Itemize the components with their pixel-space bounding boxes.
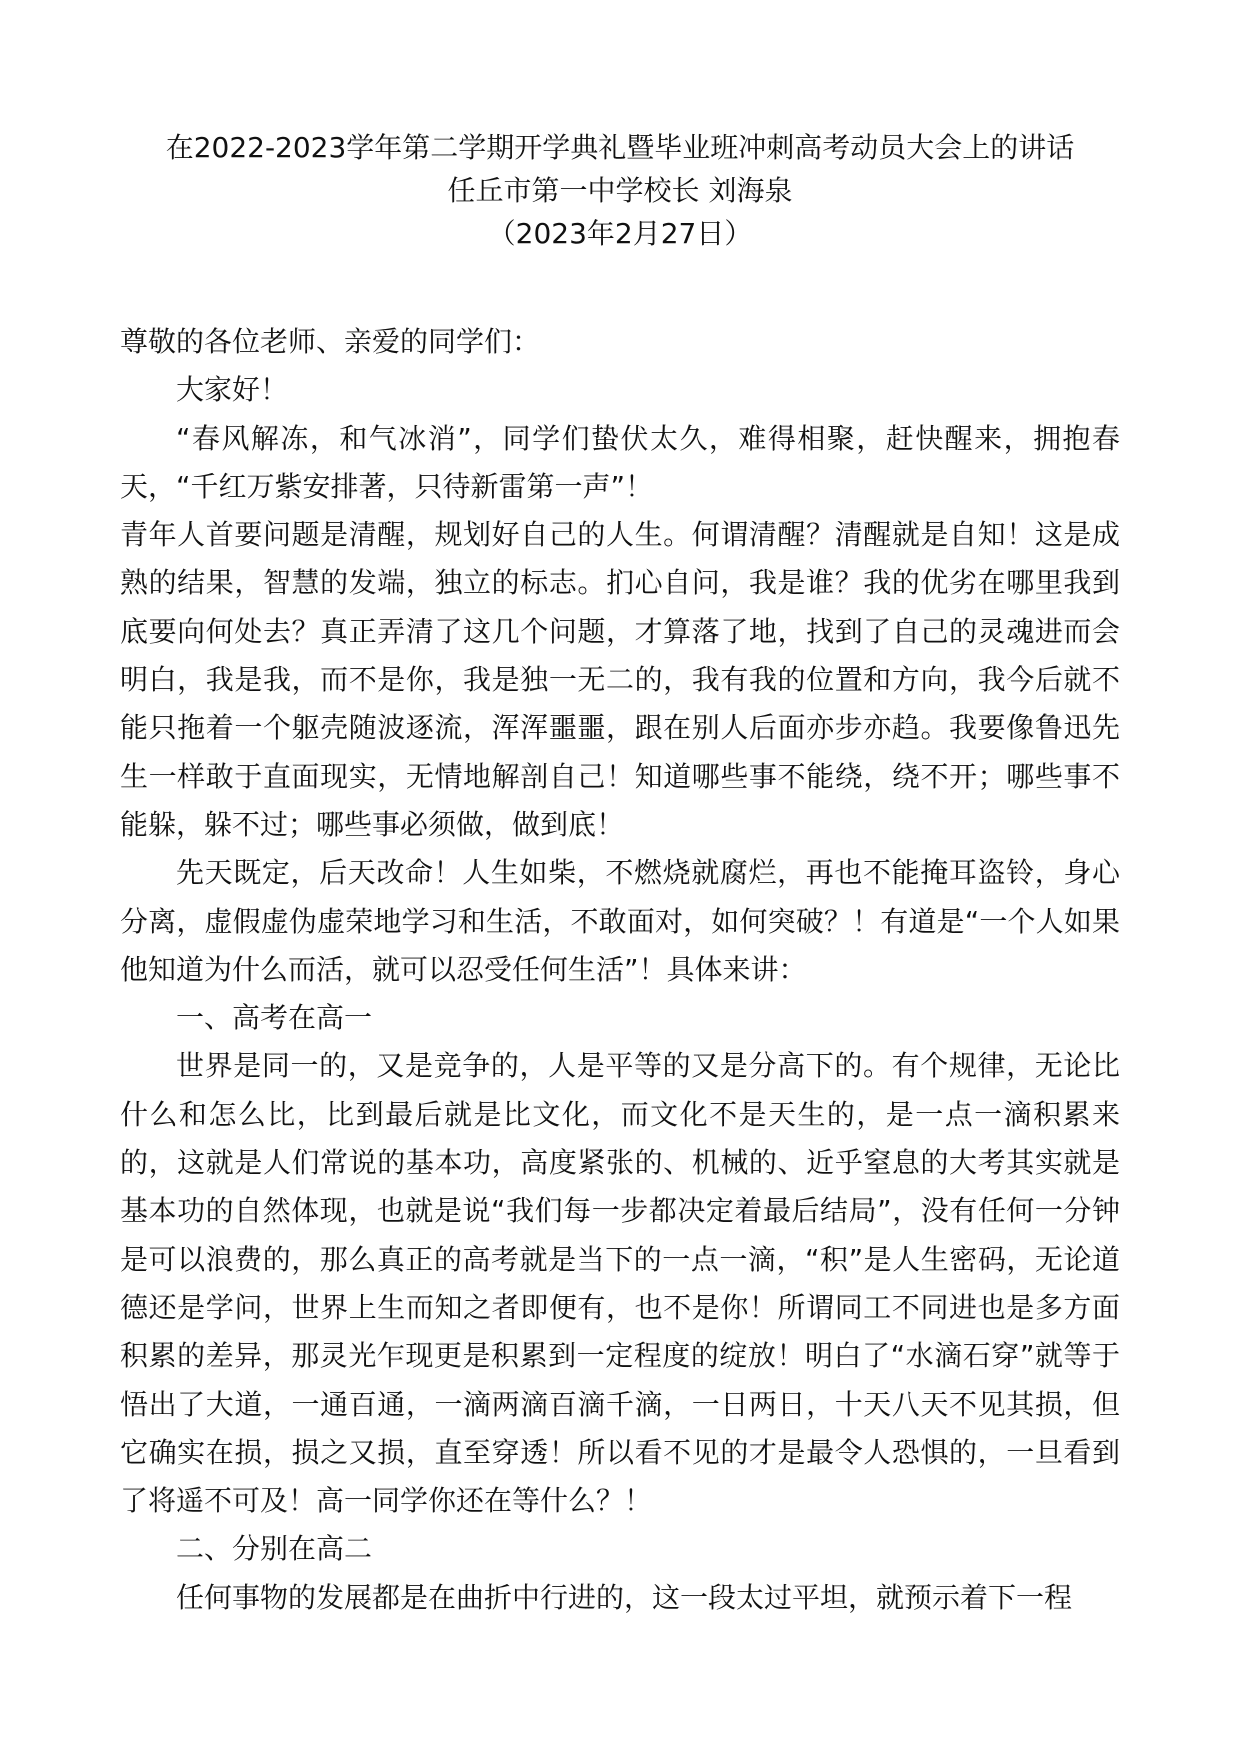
document-body [120,318,1120,1622]
paragraph: 青年人首要问题是清醒，规划好自己的人生。何谓清醒？清醒就是自知！这是成熟的结果，智慧的发端，独立的标志。扪心自问，我是谁？我的优劣在哪里我到底要向何处去？真正弄清了这几个问题，才算落了地，找到了自己的灵魂进而会明白，我是我，而不是你，我是独一无二的，我有我的位置和方向，我今后就不能只拖着一个躯壳随波逐流，浑浑噩噩，跟在别人后面亦步亦趋。我要像鲁迅先生一样敢于直面现实，无情地解剖自己！知道哪些事不能绕，绕不开；哪些事不能躲，躲不过；哪些事必须做，做到底！ [120,518,1120,841]
document-author: 任丘市第一中学校长 刘海泉 [447,174,793,207]
document-header [0,126,1240,255]
paragraph: 二、分别在高二 [176,1532,373,1566]
paragraph: 大家好！ [176,373,289,407]
document-date: （2023年2月27日） [487,217,753,250]
paragraph: 先天既定，后天改命！人生如柴，不燃烧就腐烂，再也不能掩耳盗铃，身心分离，虚假虚伪虚荣地学习和生活，不敢面对，如何突破？！有道是“一个人如果他知道为什么而活，就可以忍受任何生活”！具体来讲： [120,856,1120,986]
document-title: 在2022-2023学年第二学期开学典礼暨毕业班冲刺高考动员大会上的讲话 [165,131,1075,164]
paragraph: 世界是同一的，又是竞争的，人是平等的又是分高下的。有个规律，无论比什么和怎么比，比到最后就是比文化，而文化不是天生的，是一点一滴积累来的，这就是人们常说的基本功，高度紧张的、机械的、近乎窒息的大考其实就是基本功的自然体现，也就是说“我们每一步都决定着最后结局”，没有任何一分钟是可以浪费的，那么真正的高考就是当下的一点一滴，“积”是人生密码，无论道德还是学问，世界上生而知之者即便有，也不是你！所谓同工不同进也是多方面积累的差异，那灵光乍现更是积累到一定程度的绽放！明白了“水滴石穿”就等于悟出了大道，一通百通，一滴两滴百滴千滴，一日两日，十天八天不见其损，但它确实在损，损之又损，直至穿透！所以看不见的才是最令人恐惧的，一旦看到了将遥不可及！高一同学你还在等什么？！ [120,1049,1120,1518]
paragraph: 尊敬的各位老师、亲爱的同学们： [120,325,541,358]
paragraph: 一、高考在高一 [176,1001,373,1035]
paragraph: “春风解冻，和气冰消”，同学们蛰伏太久，难得相聚，赶快醒来，拥抱春天，“千红万紫安排著，只待新雷第一声”！ [120,421,1120,503]
paragraph: 任何事物的发展都是在曲折中行进的，这一段太过平坦，就预示着下一程 [176,1580,1073,1614]
